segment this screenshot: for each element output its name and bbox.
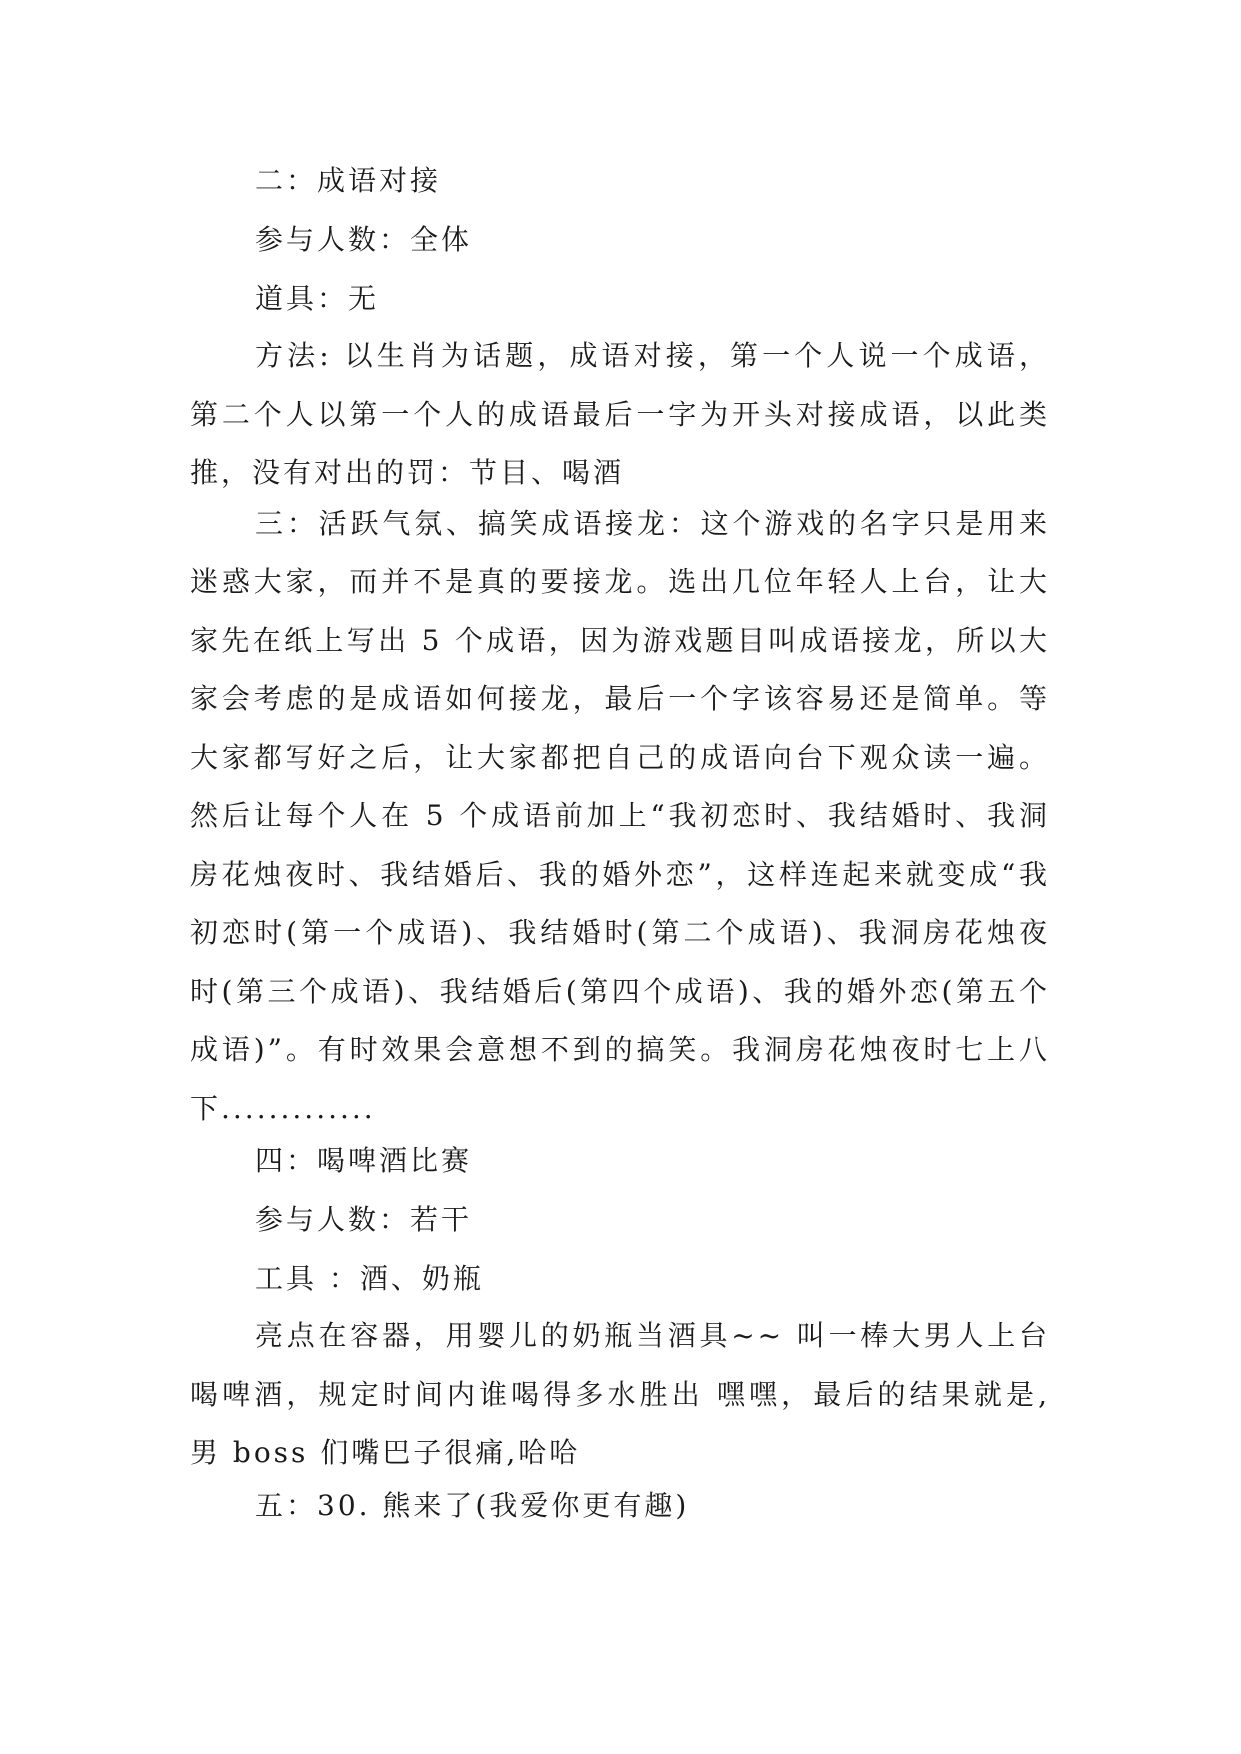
section-paragraph-funny-idiom-chain: 三：活跃气氛、搞笑成语接龙：这个游戏的名字只是用来迷惑大家，而并不是真的要接龙。选出几位年轻人上台，让大家先在纸上写出 5 个成语，因为游戏题目叫成语接龙，所以大家会考虑的是成语如何接龙，最后一个字该容易还是简单。等大家都写好之后，让大家都把自己的成语向台下观众读一遍。然后让每个人在 5 个成语前加上“我初恋时、我结婚时、我洞房花烛夜时、我结婚后、我的婚外恋”，这样连起来就变成“我初恋时(第一个成语)、我结婚时(第二个成语)、我洞房花烛夜时(第三个成语)、我结婚后(第四个成语)、我的婚外恋(第五个成语)”。有时效果会意想不到的搞笑。我洞房花烛夜时七上八下.............	[190, 506, 1050, 1125]
document-body	[190, 160, 1050, 1544]
section-heading-idiom-chain: 二：成语对接	[255, 164, 442, 197]
highlight-paragraph: 亮点在容器，用婴儿的奶瓶当酒具~~ 叫一棒大男人上台喝啤酒，规定时间内谁喝得多水胜出 嘿嘿，最后的结果就是,男 boss 们嘴巴子很痛,哈哈	[190, 1319, 1050, 1469]
method-paragraph: 方法: 以生肖为话题，成语对接，第一个人说一个成语，第二个人以第一个人的成语最后一字为开头对接成语，以此类推，没有对出的罚：节目、喝酒	[190, 339, 1050, 489]
section-heading-bear-game: 五：30. 熊来了(我爱你更有趣)	[255, 1488, 690, 1522]
props-line: 道具：无	[255, 282, 380, 315]
participants-line: 参与人数：全体	[255, 223, 473, 256]
tools-line: 工具 ：酒、奶瓶	[255, 1262, 484, 1295]
participants-line-beer: 参与人数：若干	[255, 1203, 473, 1236]
section-heading-beer-contest: 四：喝啤酒比赛	[255, 1144, 473, 1177]
